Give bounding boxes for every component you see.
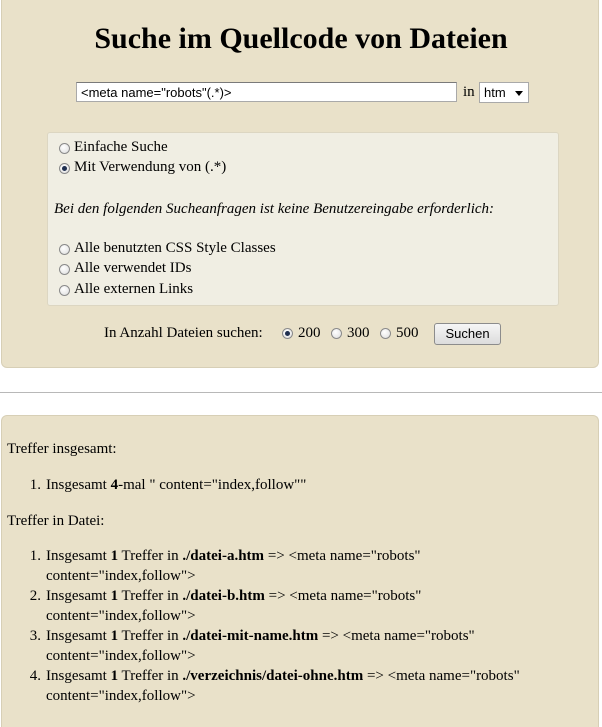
file-item-match-end: content="index,follow">: [46, 568, 196, 584]
radio-simple-search-label: Einfache Suche: [74, 139, 168, 155]
page-title: Suche im Quellcode von Dateien: [94, 22, 508, 55]
radio-count-500-label: 500: [396, 325, 419, 341]
file-item-prefix: Insgesamt: [46, 548, 111, 564]
file-item-path: ./datei-a.htm: [182, 548, 265, 564]
file-item-match: => <meta name="robots": [264, 588, 422, 604]
file-item-middle: Treffer in: [118, 588, 183, 604]
file-item-path: ./verzeichnis/datei-ohne.htm: [182, 668, 364, 684]
file-item-match-end: content="index,follow">: [46, 608, 196, 624]
file-item-count: 1: [110, 548, 119, 564]
radio-count-300-label: 300: [347, 325, 370, 341]
file-item-count: 1: [110, 668, 119, 684]
file-item: [46, 668, 520, 685]
results-panel: [1, 415, 599, 727]
file-item-match: => <meta name="robots": [363, 668, 520, 684]
search-panel: [1, 0, 599, 368]
total-item-prefix: Insgesamt: [46, 477, 111, 493]
file-item-count: 1: [110, 628, 119, 644]
file-item-match: => <meta name="robots": [264, 548, 421, 564]
radio-css-classes[interactable]: [59, 244, 70, 255]
total-item: [46, 477, 306, 494]
file-extension-select[interactable]: [479, 82, 529, 103]
total-item-suffix: -mal " content="index,follow"": [118, 477, 307, 493]
radio-ids[interactable]: [59, 264, 70, 275]
file-item-path: ./datei-b.htm: [182, 588, 265, 604]
file-item-middle: Treffer in: [118, 548, 183, 564]
file-item-prefix: Insgesamt: [46, 668, 111, 684]
file-count-label: In Anzahl Dateien suchen:: [104, 325, 263, 341]
file-item-path: ./datei-mit-name.htm: [182, 628, 319, 644]
total-heading: Treffer insgesamt:: [7, 441, 117, 457]
radio-count-200-label: 200: [298, 325, 321, 341]
file-item: [46, 628, 475, 645]
radio-simple-search[interactable]: [59, 143, 70, 154]
file-item-number: 3.: [29, 628, 41, 644]
in-label: in: [463, 84, 475, 100]
search-button[interactable]: Suchen: [434, 323, 501, 345]
radio-count-200[interactable]: [282, 328, 293, 339]
file-item-number: 1.: [29, 548, 41, 564]
file-item-prefix: Insgesamt: [46, 588, 111, 604]
radio-regex-search[interactable]: [59, 163, 70, 174]
radio-count-500[interactable]: [380, 328, 391, 339]
radio-count-300[interactable]: [331, 328, 342, 339]
radio-regex-search-label: Mit Verwendung von (.*): [74, 159, 227, 175]
file-item: [46, 588, 421, 605]
total-item-number: 1.: [29, 477, 41, 493]
file-extension-value: htm: [484, 85, 506, 100]
file-item-middle: Treffer in: [118, 668, 183, 684]
search-input[interactable]: [76, 82, 457, 102]
file-item-number: 2.: [29, 588, 41, 604]
file-item-match-end: content="index,follow">: [46, 688, 196, 704]
total-item-count: 4: [110, 477, 119, 493]
file-item-count: 1: [110, 588, 119, 604]
radio-external-links[interactable]: [59, 285, 70, 296]
radio-ids-label: Alle verwendet IDs: [74, 260, 192, 276]
divider: [0, 392, 602, 393]
file-item: [46, 548, 421, 565]
radio-css-classes-label: Alle benutzten CSS Style Classes: [74, 240, 276, 256]
file-item-middle: Treffer in: [118, 628, 183, 644]
file-heading: Treffer in Datei:: [7, 513, 105, 529]
chevron-down-icon: [515, 91, 523, 96]
search-options-box: [47, 132, 559, 306]
radio-external-links-label: Alle externen Links: [74, 281, 194, 297]
file-item-number: 4.: [29, 668, 41, 684]
preset-note: Bei den folgenden Sucheanfragen ist keine Benutzereingabe erforderlich:: [54, 201, 495, 217]
file-item-match-end: content="index,follow">: [46, 648, 196, 664]
file-item-prefix: Insgesamt: [46, 628, 111, 644]
file-item-match: => <meta name="robots": [318, 628, 475, 644]
